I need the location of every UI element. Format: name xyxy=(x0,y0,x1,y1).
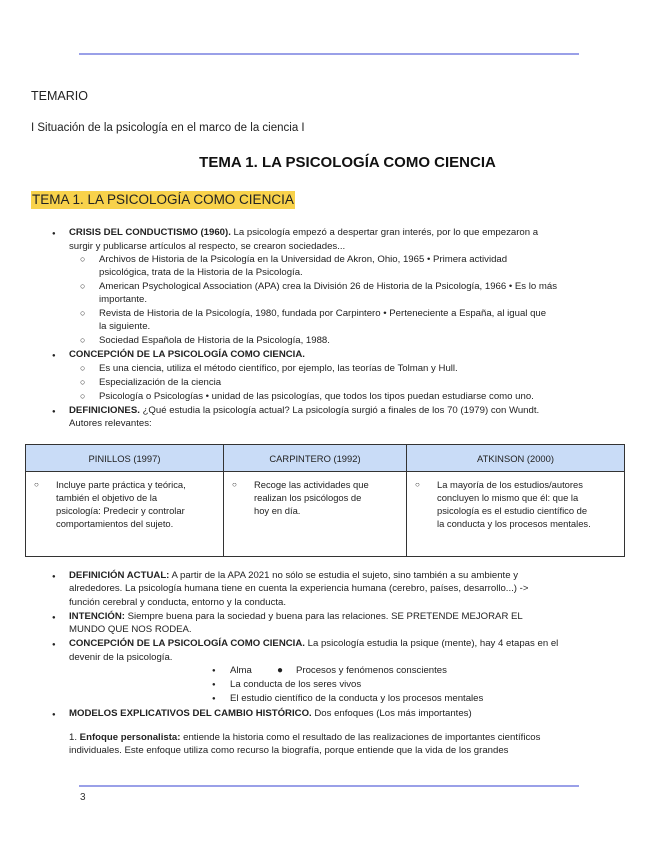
table-header: CARPINTERO (1992) xyxy=(224,445,407,472)
definicion-actual-text-3: función cerebral y conducta, entorno y la conducta. xyxy=(69,597,287,608)
cell-line: comportamientos del sujeto. xyxy=(56,518,174,529)
page-title: TEMA 1. LA PSICOLOGÍA COMO CIENCIA xyxy=(199,154,496,171)
bullet-dot xyxy=(52,226,56,241)
crisis-item-2b: importante. xyxy=(99,294,147,305)
crisis-item-3b: la siguiente. xyxy=(99,321,151,332)
modelos-label: MODELOS EXPLICATIVOS DEL CAMBIO HISTÓRICO. xyxy=(69,708,312,719)
bullet-dot xyxy=(52,348,56,363)
bullet-dot xyxy=(52,404,56,419)
cell-line: Incluye parte práctica y teórica, xyxy=(56,479,186,490)
bullet-dot: ● xyxy=(212,696,216,702)
enfoque-marker: 1. xyxy=(69,732,78,743)
bullet-dot: ● xyxy=(212,682,216,688)
definicion-actual-text-2: alrededores. La psicología humana tiene en cuenta la experiencia humana (cerebro, países, desarrollo...) -> xyxy=(69,583,529,594)
bullet-dot xyxy=(52,610,56,625)
concepcion2-text-2: devenir de la psicología. xyxy=(69,652,173,663)
circle-bullet: ○ xyxy=(232,480,237,489)
definicion-actual-text: A partir de la APA 2021 no sólo se estudia el sujeto, sino también a su ambiente y xyxy=(169,570,518,581)
bullet-dot: ● xyxy=(212,668,216,674)
crisis-item-4: Sociedad Española de Historia de la Psicología, 1988. xyxy=(99,335,330,346)
modelos-text: Dos enfoques (Los más importantes) xyxy=(311,708,472,719)
crisis-item-1a: Archivos de Historia de la Psicología en la Universidad de Akron, Ohio, 1965 • Primera actividad xyxy=(99,254,508,265)
enfoque-text-2: individuales. Este enfoque utiliza como recurso la biografía, porque entiende que la vida de los grandes xyxy=(69,745,509,756)
table-cell xyxy=(26,472,224,557)
table-cell xyxy=(407,472,625,557)
definiciones-label: DEFINICIONES. xyxy=(69,405,140,416)
top-rule xyxy=(79,53,579,55)
table-header: PINILLOS (1997) xyxy=(26,445,224,472)
table-row xyxy=(26,472,625,557)
crisis-label: CRISIS DEL CONDUCTISMO (1960). xyxy=(69,227,231,238)
crisis-item-1b: psicológica, trata de la Historia de la Psicología. xyxy=(99,267,303,278)
cell-line: también el objetivo de la xyxy=(56,492,158,503)
bullet-dot xyxy=(52,569,56,584)
concepcion-label: CONCEPCIÓN DE LA PSICOLOGÍA COMO CIENCIA. xyxy=(69,349,305,360)
crisis-text: La psicología empezó a despertar gran interés, por lo que empezaron a xyxy=(230,227,539,238)
cell-line: realizan los psicólogos de xyxy=(254,492,362,503)
circle-bullet: ○ xyxy=(415,480,420,489)
section-subtitle: I Situación de la psicología en el marco de la ciencia I xyxy=(31,122,305,134)
cell-line: Recoge las actividades que xyxy=(254,479,369,490)
concepcion2-text: La psicología estudia la psique (mente), hay 4 etapas en el xyxy=(304,638,559,649)
circle-bullet: ○ xyxy=(80,254,86,264)
authors-table xyxy=(25,444,625,557)
highlighted-heading: TEMA 1. LA PSICOLOGÍA COMO CIENCIA xyxy=(32,192,294,207)
table-header-row xyxy=(26,445,625,472)
bottom-rule xyxy=(79,785,579,787)
bullet-dot xyxy=(52,637,56,652)
concepcion-item-1: Es una ciencia, utiliza el método científico, por ejemplo, las teorías de Tolman y Hull. xyxy=(99,363,458,374)
intencion-label: INTENCIÓN: xyxy=(69,611,125,622)
bullet-dot xyxy=(52,707,56,722)
concepcion-item-3: Psicología o Psicologías • unidad de las psicologías, que todos los tipos puedan estudiarse como uno. xyxy=(99,391,534,402)
circle-bullet: ○ xyxy=(80,308,86,318)
concepcion2-label: CONCEPCIÓN DE LA PSICOLOGÍA COMO CIENCIA. xyxy=(69,638,305,649)
definiciones-text: ¿Qué estudia la psicología actual? La psicología surgió a finales de los 70 (1979) con Wundt. xyxy=(139,405,540,416)
circle-bullet: ○ xyxy=(80,377,86,387)
table-header: ATKINSON (2000) xyxy=(407,445,625,472)
etapa-procesos: Procesos y fenómenos conscientes xyxy=(296,665,447,676)
cell-line: la conducta y los procesos mentales. xyxy=(437,518,591,529)
crisis-item-2a: American Psychological Association (APA) crea la División 26 de Historia de la Psicología, 1966 • Es lo más xyxy=(99,281,558,292)
table-cell xyxy=(224,472,407,557)
cell-line: hoy en día. xyxy=(254,505,301,516)
concepcion-item-2: Especialización de la ciencia xyxy=(99,377,222,388)
crisis-item-3a: Revista de Historia de la Psicología, 1980, fundada por Carpintero • Perteneciente a España, al igual que xyxy=(99,308,547,319)
intencion-text-2: MUNDO QUE NOS RODEA. xyxy=(69,624,192,635)
circle-bullet: ○ xyxy=(80,391,86,401)
etapa-estudio: El estudio científico de la conducta y los procesos mentales xyxy=(230,693,484,704)
circle-bullet: ○ xyxy=(80,363,86,373)
enfoque-text: entiende la historia como el resultado de las realizaciones de importantes científicos xyxy=(180,732,541,743)
page-number: 3 xyxy=(80,792,86,803)
etapa-conducta: La conducta de los seres vivos xyxy=(230,679,362,690)
bullet-dot: ● xyxy=(277,665,284,676)
circle-bullet: ○ xyxy=(80,281,86,291)
definiciones-text-2: Autores relevantes: xyxy=(69,418,152,429)
circle-bullet: ○ xyxy=(34,480,39,489)
cell-line: psicología: Predecir y controlar xyxy=(56,505,185,516)
temario-label: TEMARIO xyxy=(31,89,88,103)
etapa-alma: Alma xyxy=(230,665,252,676)
definicion-actual-label: DEFINICIÓN ACTUAL: xyxy=(69,570,170,581)
intencion-text: Siempre buena para la sociedad y buena para las relaciones. SE PRETENDE MEJORAR EL xyxy=(124,611,523,622)
crisis-text-2: surgir y publicarse artículos al respecto, se crearon sociedades... xyxy=(69,241,346,252)
circle-bullet: ○ xyxy=(80,335,86,345)
cell-line: concluyen lo mismo que él: que la xyxy=(437,492,579,503)
cell-line: psicología es el estudio científico de xyxy=(437,505,588,516)
cell-line: La mayoría de los estudios/autores xyxy=(437,479,583,490)
enfoque-label: Enfoque personalista: xyxy=(77,732,181,743)
